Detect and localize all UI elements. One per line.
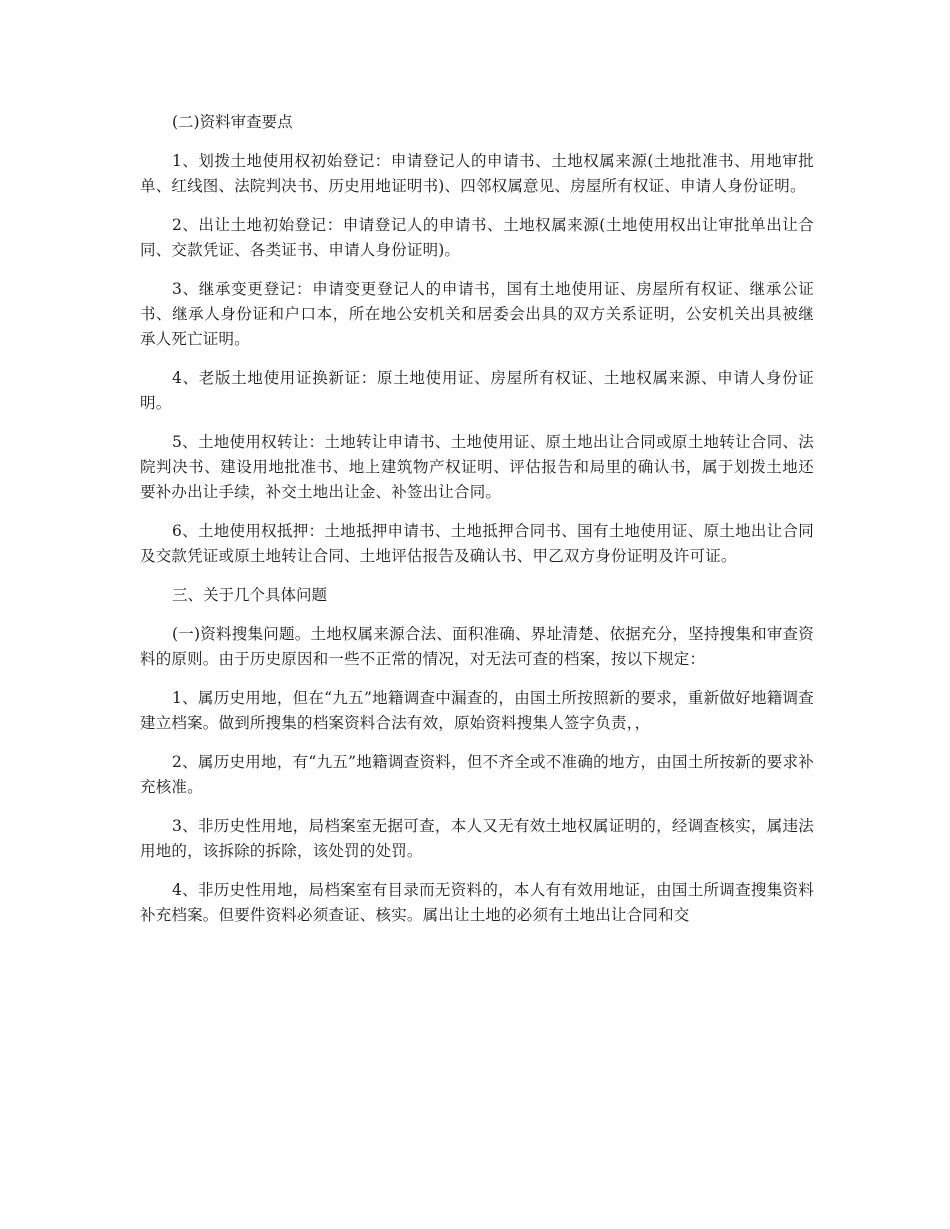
paragraph-land-use-right-transfer: 5、土地使用权转让：土地转让申请书、土地使用证、原土地出让合同或原土地转让合同、法院判决书、建设用地批准书、地上建筑物产权证明、评估报告和局里的确认书，属于划拨土地还要补办出让手续，补交土地出让金、补签出让合同。 <box>140 433 814 501</box>
paragraph-inheritance-change-registration: 3、继承变更登记：申请变更登记人的申请书，国有土地使用证、房屋所有权证、继承公证书、继承人身份证和户口本，所在地公安机关和居委会出具的双方关系证明，公安机关出具被继承人死亡证明。 <box>140 280 814 348</box>
paragraph-land-use-right-mortgage: 6、土地使用权抵押：土地抵押申请书、土地抵押合同书、国有土地使用证、原土地出让合同及交款凭证或原土地转让合同、土地评估报告及确认书、甲乙双方身份证明及许可证。 <box>140 522 814 565</box>
paragraph-transferred-land-registration: 2、出让土地初始登记：申请登记人的申请书、土地权属来源(土地使用权出让审批单出让合同、交款凭证、各类证书、申请人身份证明)。 <box>140 216 814 259</box>
paragraph-non-historical-no-record: 3、非历史性用地，局档案室无据可查，本人又无有效土地权属证明的，经调查核实，属违法用地的，该拆除的拆除，该处罚的处罚。 <box>140 817 814 860</box>
document-page <box>140 110 814 942</box>
paragraph-non-historical-catalog-only: 4、非历史性用地，局档案室有目录而无资料的，本人有有效用地证，由国土所调查搜集资料补充档案。但要件资料必须查证、核实。属出让土地的必须有土地出让合同和交 <box>140 881 814 924</box>
section-heading-review-points: (二)资料审查要点 <box>172 113 293 131</box>
paragraph-allocated-land-registration: 1、划拨土地使用权初始登记：申请登记人的申请书、土地权属来源(土地批准书、用地审批单、红线图、法院判决书、历史用地证明书)、四邻权属意见、房屋所有权证、申请人身份证明。 <box>140 152 814 195</box>
paragraph-historical-land-omitted: 1、属历史用地，但在“九五”地籍调查中漏查的，由国土所按照新的要求，重新做好地籍调查建立档案。做到所搜集的档案资料合法有效，原始资料搜集人签字负责，， <box>140 689 814 732</box>
paragraph-historical-land-incomplete: 2、属历史用地，有“九五”地籍调查资料，但不齐全或不准确的地方，由国土所按新的要求补充核准。 <box>140 753 814 796</box>
section-heading-specific-issues: 三、关于几个具体问题 <box>172 586 328 604</box>
paragraph-data-collection-issue: (一)资料搜集问题。土地权属来源合法、面积准确、界址清楚、依据充分，坚持搜集和审查资料的原则。由于历史原因和一些不正常的情况，对无法可查的档案，按以下规定： <box>140 625 814 668</box>
paragraph-old-certificate-replacement: 4、老版土地使用证换新证：原土地使用证、房屋所有权证、土地权属来源、申请人身份证明。 <box>140 369 814 412</box>
